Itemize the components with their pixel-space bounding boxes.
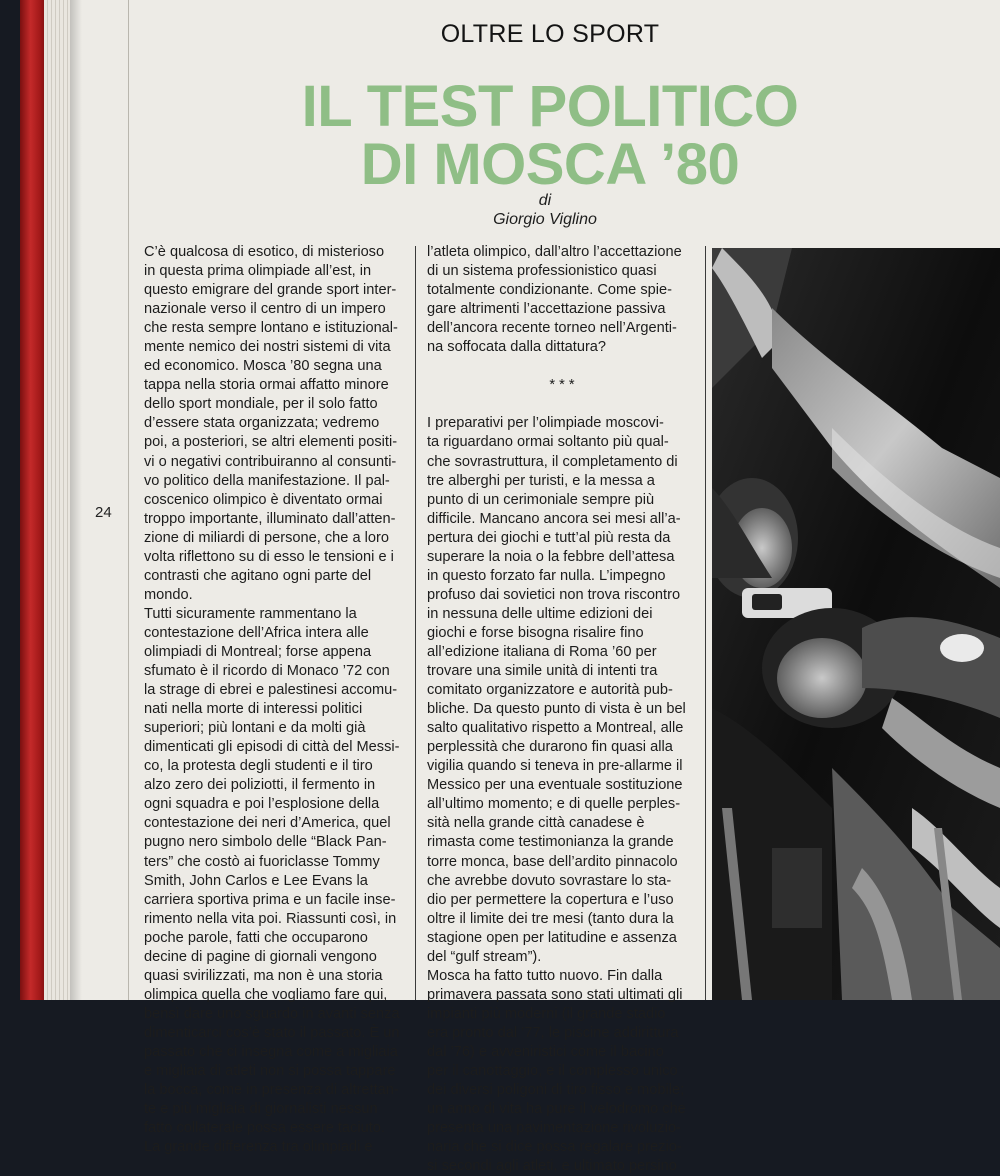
text-line: ters” che costò ai fuoriclasse Tommy — [144, 853, 380, 870]
text-column-1 — [144, 243, 404, 1157]
text-line: mente nemico dei nostri sistemi di vita — [144, 339, 391, 356]
text-line: olimpiadi di Montreal; forse appena — [144, 643, 372, 660]
text-line: la strage di ebrei e palestinesi accomu- — [144, 682, 398, 699]
text-line: bliche. Da questo punto di vista è un bel — [427, 701, 686, 718]
text-line: dimenticati gli episodi di città del Messi- — [144, 739, 400, 756]
text-line: stagione open per latitudine e assenza — [427, 929, 677, 946]
text-line: oltre il limite dei tre mesi (tanto dura la — [427, 910, 674, 927]
text-line: naria che si dice possa regalare prezio- — [427, 1139, 682, 1156]
text-line: C’è qualcosa di esotico, di misterioso — [144, 244, 385, 260]
text-line — [427, 357, 697, 376]
text-line: ed economico. Mosca ’80 segna una — [144, 358, 382, 375]
text-line: del “gulf stream”). — [427, 948, 542, 965]
text-line: in questa prima olimpiade all’est, in — [144, 263, 372, 280]
text-line: fatto collaterale possa essere taciuto. — [144, 1120, 385, 1137]
text-line: un anno di vita ha pure il velodromo che — [427, 1101, 686, 1118]
text-line: poche parole, fatti che occuparono — [144, 929, 368, 946]
text-line: gare altrimenti l’accettazione passiva — [427, 301, 666, 318]
text-line: troppo importante, illuminato dall’atten- — [144, 510, 396, 527]
text-line: all’edizione italiana di Roma ’60 per — [427, 643, 657, 660]
byline-author: Giorgio Viglino — [493, 211, 597, 228]
text-line: d’essere stata organizzata; vedremo — [144, 415, 380, 432]
text-line: che resta sempre lontano e istituzional- — [144, 320, 398, 337]
column-divider — [415, 246, 416, 1000]
text-line — [427, 395, 697, 414]
text-line: era pronto dal ’77, le piscine addirittura — [427, 1024, 679, 1041]
text-line: impianti più moderni (il grande stadio — [427, 1005, 666, 1022]
text-line: tre alberghi per turisti, e la messa a — [427, 472, 655, 489]
text-line: coscenico olimpico è diventato ormai — [144, 491, 383, 508]
text-line: all’ultimo momento; e di quelle perples- — [427, 796, 681, 813]
text-line: pugno nero simbolo delle “Black Pan- — [144, 834, 387, 851]
text-line: vo politico della manifestazione. Il pal- — [144, 472, 390, 489]
text-line: difficile. Mancano ancora sei mesi all’a- — [427, 510, 681, 527]
text-line: volta riflettono su di esso le tensioni e i — [144, 548, 394, 565]
text-line: e migliaia di atleti non si possa tappare — [144, 1063, 396, 1080]
gutter-shadow — [70, 0, 82, 1000]
page-number: 24 — [95, 504, 112, 521]
text-line: si secondi agli atleti, e ultimato persino — [427, 1158, 677, 1175]
text-line: sità nella grande città canadese è — [427, 815, 645, 832]
photo-image — [712, 248, 1000, 1000]
article-title — [200, 74, 900, 197]
text-line: decine di pagine di giornali vengono — [144, 948, 377, 965]
text-line: olimpica quella che vogliamo fare qui, — [144, 986, 388, 1003]
text-line: profuso dai sovietici non trova riscontro — [427, 586, 681, 603]
text-line: pertura dei giochi e tutt’al più resta da — [427, 529, 671, 546]
margin-rule — [128, 0, 129, 1000]
text-line: tappa nella storia ormai affatto minore — [144, 377, 389, 394]
text-line: comitato organizzatore e autorità pub- — [427, 682, 673, 699]
text-line: ta riguardano ormai soltanto più qual- — [427, 434, 669, 451]
text-line: per il canottaggio, e il complesso unico — [427, 1063, 678, 1080]
text-line: Mosca ha fatto tutto nuovo. Fin dalla — [427, 967, 663, 984]
text-line: l’atleta olimpico, dall’altro l’accettazione — [427, 244, 682, 260]
text-line: * * * — [549, 377, 575, 394]
text-line: sfumato è il ricordo di Monaco ’72 con — [144, 663, 390, 680]
text-line: rimento nella vita poi. Riassunti così, in — [144, 910, 397, 927]
athlete-photo — [712, 248, 1000, 1000]
text-line: dello sport mondiale, per il solo fatto — [144, 396, 378, 413]
text-line: torre monca, base dell’ardito pinnacolo — [427, 853, 678, 870]
text-line: alzo zero dei poliziotti, il fermento in — [144, 777, 376, 794]
text-line: rimasta come testimonianza la grande — [427, 834, 674, 851]
text-line: na soffocata dalla dittatura? — [427, 339, 607, 356]
text-line: questo emigrare del grande sport inter- — [144, 282, 397, 299]
text-line: Tutti sicuramente rammentano la — [144, 605, 357, 622]
column-divider — [705, 246, 706, 1000]
text-line: vigilia quando si teneva in pre-allarme il — [427, 758, 683, 775]
text-column-2 — [427, 243, 697, 1176]
text-line: giochi e forse bisogna risalire fino — [427, 624, 644, 641]
text-line: dal ’76) e avveniristici come il bacino — [427, 1043, 664, 1060]
text-line: trovare una simile unità di intenti tra — [427, 663, 658, 680]
text-line: co, la protesta degli studenti e il tiro — [144, 758, 373, 775]
text-line: mondo. — [144, 586, 193, 603]
text-line: totalmente condizionante. Come spie- — [427, 282, 672, 299]
text-line: superiori; più lontani e da molti già — [144, 720, 366, 737]
text-line: perplessità che durarono fin quasi alla — [427, 739, 673, 756]
text-line: dimenticarci cos’è stato il passato. È un — [144, 1024, 400, 1041]
text-line: quasi svirilizzati, ma non è una storia — [144, 967, 383, 984]
text-line: carriera sportiva prima e un facile inse- — [144, 891, 396, 908]
text-line: di un sistema professionistico quasi — [427, 263, 657, 280]
text-line: bensì dare uno sguardo in avanti senza — [144, 1005, 400, 1022]
text-line: Messico per una eventuale sostituzione — [427, 777, 683, 794]
text-line: la bocca, come in presenza di altrettan- — [144, 1082, 399, 1099]
text-line: superare la noia o la febbre dell’attesa — [427, 548, 675, 565]
text-line: contrasti che agitano ogni parte del — [144, 567, 372, 584]
text-line: nazionale verso il centro di un impero — [144, 301, 386, 318]
text-line: I preparativi per l’olimpiade moscovi- — [427, 415, 664, 432]
text-line: che avrebbe dovuto sovrastare lo sta- — [427, 872, 672, 889]
title-line-1: IL TEST POLITICO — [301, 74, 799, 139]
text-line: presenta una pavimentazione rivoluzio- — [427, 1120, 681, 1137]
text-line: in questo forzato far nulla. L’impegno — [427, 567, 666, 584]
text-line: passato che ci insegna come a migliaia — [144, 1043, 398, 1060]
text-line: contestazione dell’Africa intera alle — [144, 624, 369, 641]
text-line: primavera passata sono stati ultimati gli — [427, 986, 683, 1003]
text-line: vi o negativi contribuiranno al consunti- — [144, 453, 397, 470]
text-line: salto qualitativo rispetto a Montreal, alle — [427, 720, 684, 737]
section-heading: OLTRE LO SPORT — [440, 20, 660, 48]
text-line: Smith, John Carlos e Lee Evans la — [144, 872, 368, 889]
text-line: contestazione dei neri d’America, quel — [144, 815, 391, 832]
text-line: nati nella morte di interessi politici — [144, 701, 363, 718]
text-line: dell’ancora recente torneo nell’Argenti- — [427, 320, 677, 337]
title-line-2: DI MOSCA ’80 — [360, 132, 740, 197]
text-line: ogni squadra e poi l’esplosione della — [144, 796, 380, 813]
text-line: che sovrastruttura, il completamento di — [427, 453, 678, 470]
byline-prefix: di — [538, 192, 552, 209]
text-line: dei diversi poligoni di tiro fisso e mobile; — [427, 1082, 685, 1099]
text-line: La grande differenza tra olimpiadi e — [144, 1139, 373, 1156]
text-line: te e più migliaia di giornalisti nessun — [144, 1101, 378, 1118]
text-line: dio per permettere la copertura e l’uso — [427, 891, 674, 908]
text-line: zione di miliardi di persone, che a loro — [144, 529, 389, 546]
text-line: poi, a posteriori, se altri elementi positi- — [144, 434, 398, 451]
text-line: in nessuna delle ultime edizioni dei — [427, 605, 653, 622]
text-line: punto di un cerimoniale sempre più — [427, 491, 655, 508]
